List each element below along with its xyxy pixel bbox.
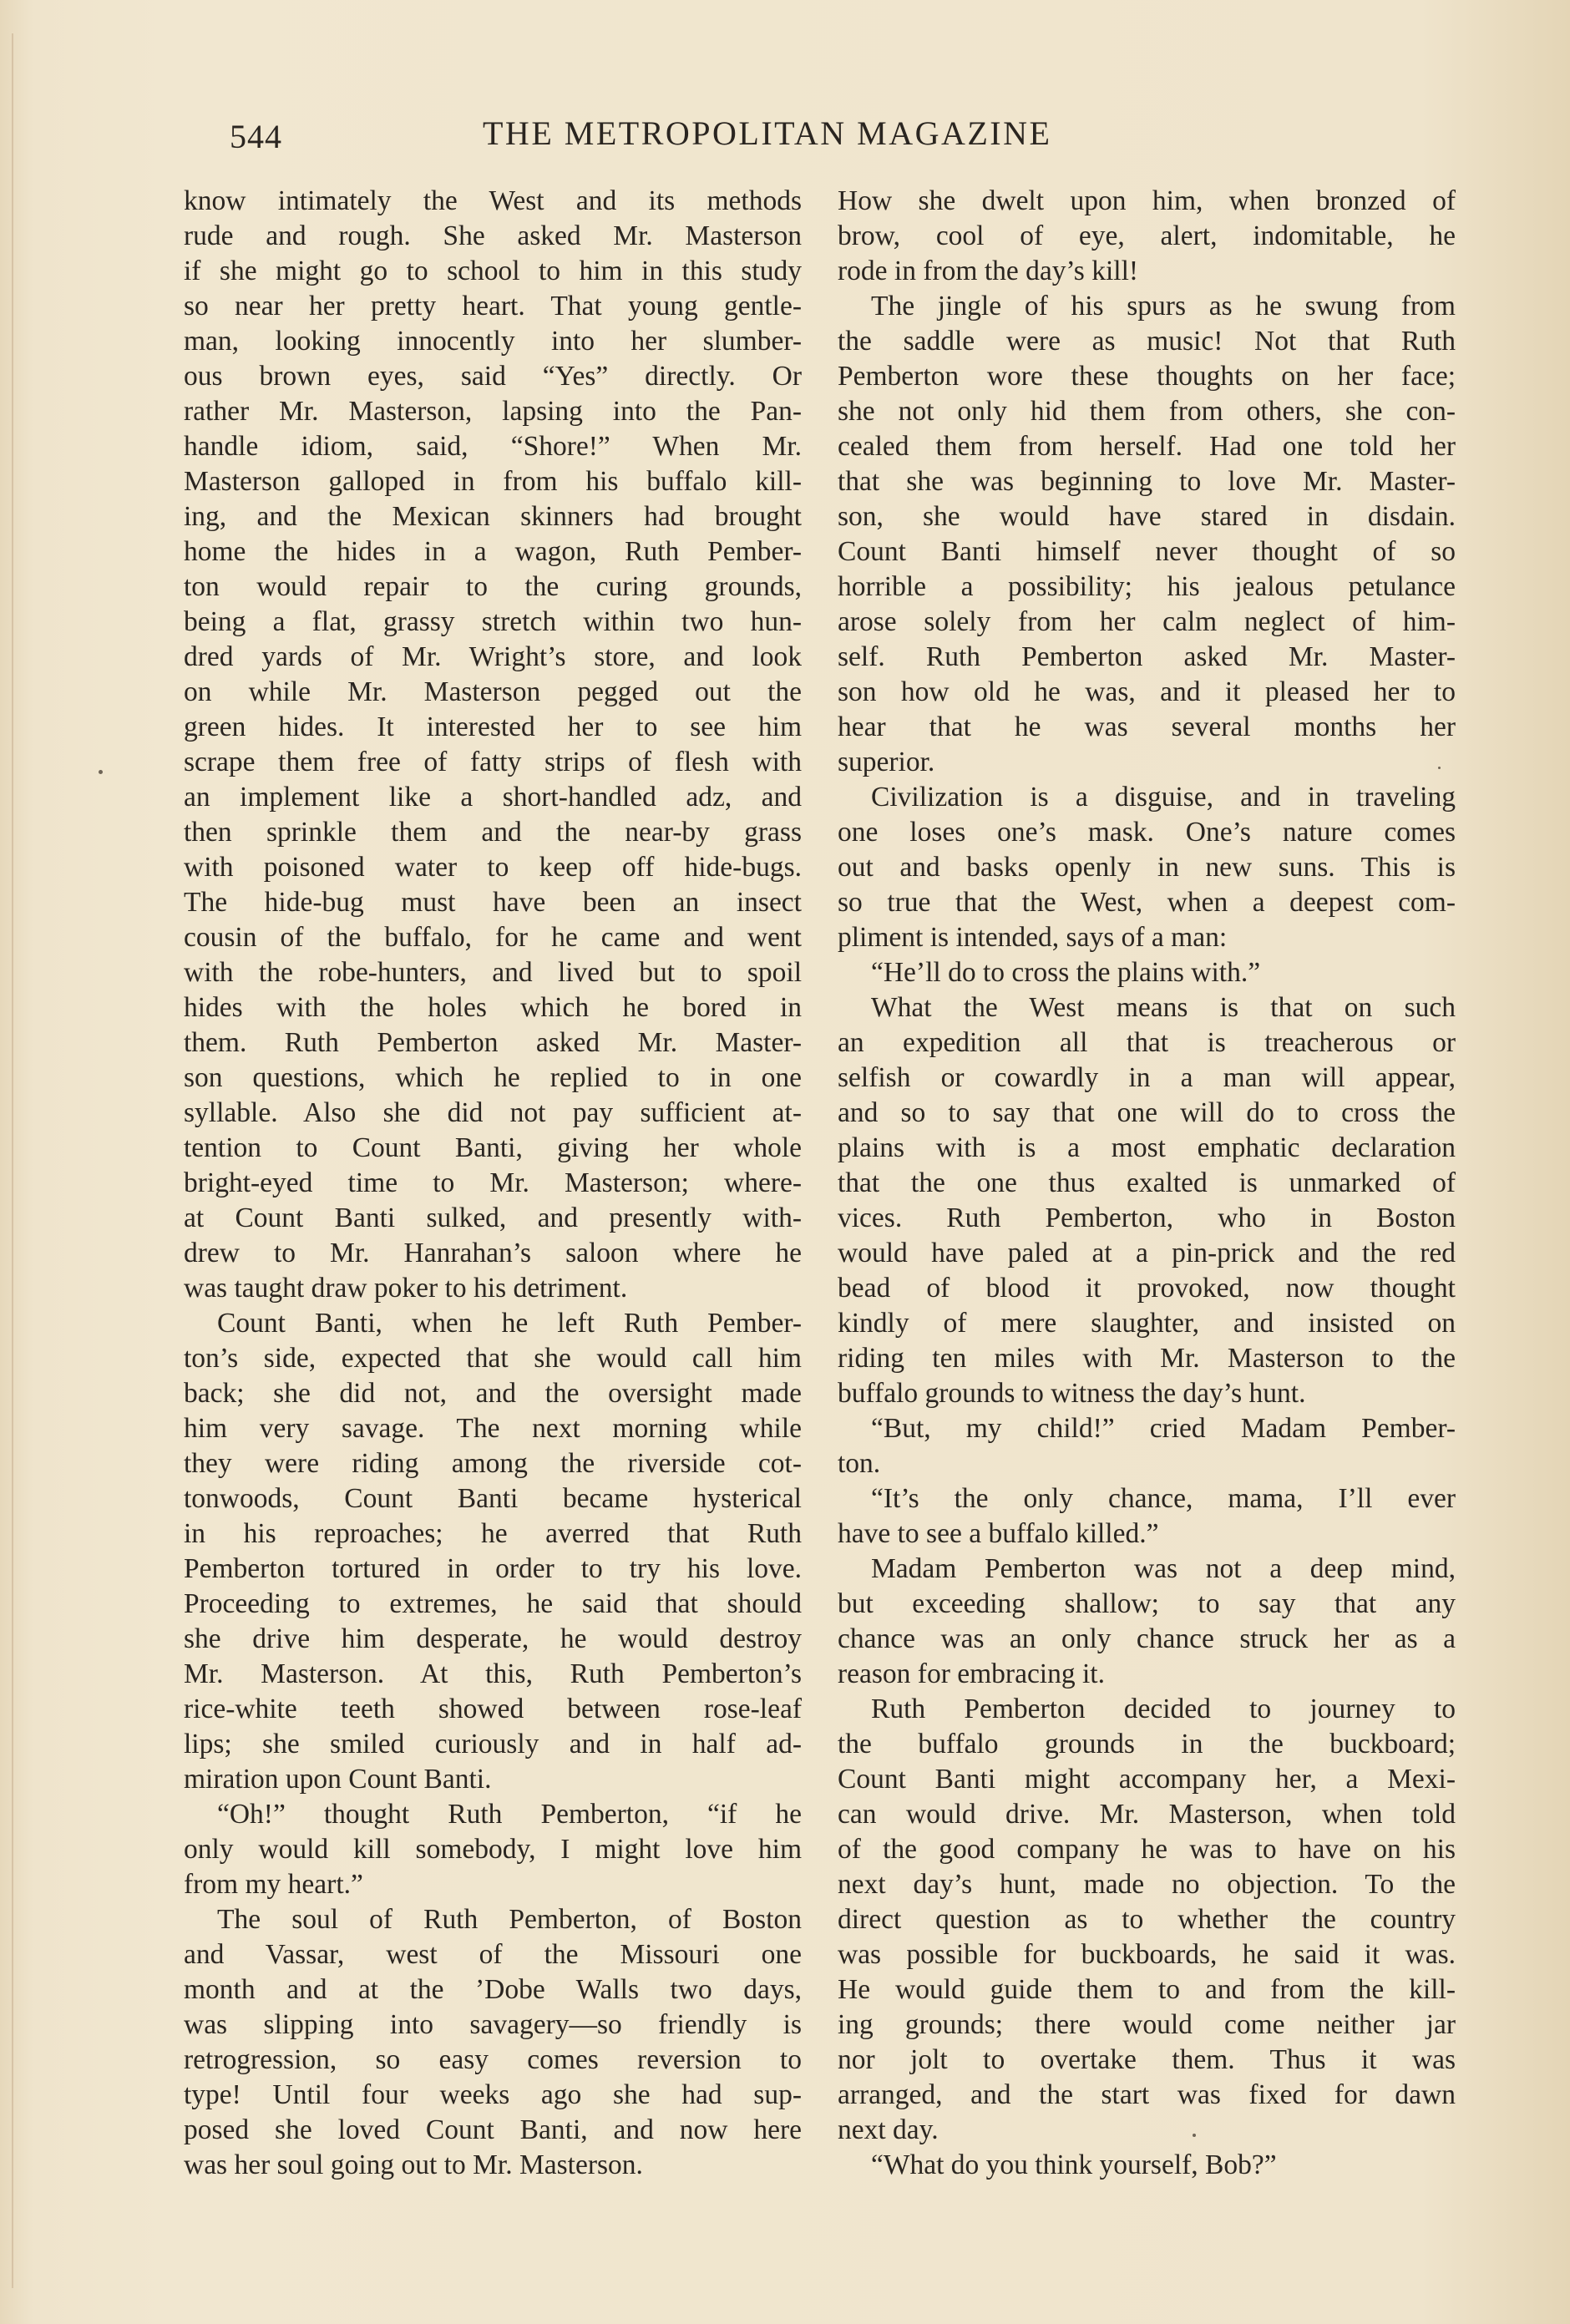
text-line: dred yards of Mr. Wright’s store, and look <box>184 641 802 672</box>
text-line: Pemberton wore these thoughts on her face; <box>838 361 1456 392</box>
text-line: self. Ruth Pemberton asked Mr. Master- <box>838 641 1456 672</box>
text-line: one loses one’s mask. One’s nature comes <box>838 817 1456 848</box>
text-line: would have paled at a pin-prick and the red <box>838 1238 1456 1268</box>
text-line: The hide-bug must have been an insect <box>184 887 802 918</box>
text-line: know intimately the West and its methods <box>184 185 802 216</box>
text-line: “What do you think yourself, Bob?” <box>871 2149 1277 2180</box>
text-line: Masterson galloped in from his buffalo kill- <box>184 466 802 497</box>
text-line: green hides. It interested her to see him <box>184 711 802 742</box>
text-line: they were riding among the riverside cot- <box>184 1448 802 1479</box>
text-line: ton. <box>838 1448 881 1479</box>
text-line: ous brown eyes, said “Yes” directly. Or <box>184 361 802 392</box>
text-line: son questions, which he replied to in one <box>184 1062 802 1093</box>
ink-speck <box>1193 2134 1196 2137</box>
text-line: brow, cool of eye, alert, indomitable, he <box>838 220 1456 251</box>
text-line: selfish or cowardly in a man will appear, <box>838 1062 1456 1093</box>
text-line: Mr. Masterson. At this, Ruth Pemberton’s <box>184 1658 802 1689</box>
text-line: Pemberton tortured in order to try his love. <box>184 1553 802 1584</box>
text-line: she drive him desperate, he would destroy <box>184 1623 802 1654</box>
text-line: on while Mr. Masterson pegged out the <box>184 676 802 707</box>
text-line: hear that he was several months her <box>838 711 1456 742</box>
text-line: plains with is a most emphatic declaration <box>838 1132 1456 1163</box>
text-line: hides with the holes which he bored in <box>184 992 802 1023</box>
text-line: Ruth Pemberton decided to journey to <box>871 1694 1456 1724</box>
text-line: was her soul going out to Mr. Masterson. <box>184 2149 643 2180</box>
page-edge-line <box>12 33 13 2288</box>
text-line: vices. Ruth Pemberton, who in Boston <box>838 1203 1456 1233</box>
text-line: chance was an only chance struck her as a <box>838 1623 1456 1654</box>
text-line: pliment is intended, says of a man: <box>838 922 1228 953</box>
text-line: handle idiom, said, “Shore!” When Mr. <box>184 431 802 462</box>
text-line: from my heart.” <box>184 1869 363 1900</box>
text-line: so true that the West, when a deepest com- <box>838 887 1456 918</box>
text-line: arose solely from her calm neglect of him- <box>838 606 1456 637</box>
text-line: the saddle were as music! Not that Ruth <box>838 326 1456 357</box>
text-line: “But, my child!” cried Madam Pember- <box>871 1413 1456 1444</box>
text-line: superior. <box>838 747 935 777</box>
text-line: Count Banti might accompany her, a Mexi- <box>838 1764 1456 1795</box>
text-line: horrible a possibility; his jealous petulance <box>838 571 1456 602</box>
page-header <box>0 109 1570 159</box>
text-line: Count Banti, when he left Ruth Pember- <box>217 1308 802 1339</box>
text-line: was possible for buckboards, he said it was. <box>838 1939 1456 1970</box>
text-line: rather Mr. Masterson, lapsing into the Pan- <box>184 396 802 427</box>
text-line: “He’ll do to cross the plains with.” <box>871 957 1261 988</box>
text-line: ton’s side, expected that she would call him <box>184 1343 802 1374</box>
text-line: ing, and the Mexican skinners had brought <box>184 501 802 532</box>
text-line: rude and rough. She asked Mr. Masterson <box>184 220 802 251</box>
text-line: them. Ruth Pemberton asked Mr. Master- <box>184 1027 802 1058</box>
text-line: and Vassar, west of the Missouri one <box>184 1939 802 1970</box>
text-line: ing grounds; there would come neither jar <box>838 2009 1456 2040</box>
text-line: What the West means is that on such <box>871 992 1456 1023</box>
text-line: only would kill somebody, I might love him <box>184 1834 802 1865</box>
text-line: miration upon Count Banti. <box>184 1764 492 1795</box>
text-line: back; she did not, and the oversight made <box>184 1378 802 1409</box>
text-line: nor jolt to overtake them. Thus it was <box>838 2044 1456 2075</box>
text-line: posed she loved Count Banti, and now here <box>184 2114 802 2145</box>
page-number: 544 <box>230 118 282 155</box>
left-column <box>184 184 802 2183</box>
text-line: rode in from the day’s kill! <box>838 256 1139 286</box>
text-line: direct question as to whether the country <box>838 1904 1456 1935</box>
text-line: The jingle of his spurs as he swung from <box>871 291 1456 322</box>
text-line: being a flat, grassy stretch within two hun- <box>184 606 802 637</box>
text-line: bright-eyed time to Mr. Masterson; where- <box>184 1167 802 1198</box>
text-line: cealed them from herself. Had one told her <box>838 431 1456 462</box>
text-line: so near her pretty heart. That young gentle- <box>184 291 802 322</box>
text-line: with the robe-hunters, and lived but to spoil <box>184 957 802 988</box>
text-line: that she was beginning to love Mr. Master- <box>838 466 1456 497</box>
text-line: Count Banti himself never thought of so <box>838 536 1456 567</box>
text-line: him very savage. The next morning while <box>184 1413 802 1444</box>
text-line: The soul of Ruth Pemberton, of Boston <box>217 1904 802 1935</box>
text-line: arranged, and the start was fixed for dawn <box>838 2079 1456 2110</box>
text-line: month and at the ’Dobe Walls two days, <box>184 1974 802 2005</box>
text-line: an expedition all that is treacherous or <box>838 1027 1456 1058</box>
text-line: buffalo grounds to witness the day’s hunt. <box>838 1378 1306 1409</box>
text-line: can would drive. Mr. Masterson, when told <box>838 1799 1456 1830</box>
text-line: retrogression, so easy comes reversion to <box>184 2044 802 2075</box>
text-line: tonwoods, Count Banti became hysterical <box>184 1483 802 1514</box>
ink-speck <box>1438 767 1441 769</box>
text-line: syllable. Also she did not pay sufficient at- <box>184 1097 802 1128</box>
text-line: but exceeding shallow; to say that any <box>838 1588 1456 1619</box>
text-line: kindly of mere slaughter, and insisted on <box>838 1308 1456 1339</box>
text-line: and so to say that one will do to cross the <box>838 1097 1456 1128</box>
text-line: then sprinkle them and the near-by grass <box>184 817 802 848</box>
text-line: Madam Pemberton was not a deep mind, <box>871 1553 1456 1584</box>
text-line: Proceeding to extremes, he said that should <box>184 1588 802 1619</box>
text-line: with poisoned water to keep off hide-bugs. <box>184 852 802 883</box>
magazine-title: THE METROPOLITAN MAGAZINE <box>483 114 1052 152</box>
text-line: man, looking innocently into her slumber- <box>184 326 802 357</box>
text-line: next day’s hunt, made no objection. To the <box>838 1869 1456 1900</box>
text-line: that the one thus exalted is unmarked of <box>838 1167 1456 1198</box>
text-line: next day. <box>838 2114 939 2145</box>
text-line: the buffalo grounds in the buckboard; <box>838 1729 1456 1759</box>
text-line: she not only hid them from others, she con- <box>838 396 1456 427</box>
text-line: scrape them free of fatty strips of flesh with <box>184 747 802 777</box>
text-line: was taught draw poker to his detriment. <box>184 1273 628 1304</box>
text-line: “Oh!” thought Ruth Pemberton, “if he <box>217 1799 802 1830</box>
text-line: tention to Count Banti, giving her whole <box>184 1132 802 1163</box>
text-line: son how old he was, and it pleased her to <box>838 676 1456 707</box>
text-line: ton would repair to the curing grounds, <box>184 571 802 602</box>
text-line: cousin of the buffalo, for he came and went <box>184 922 802 953</box>
text-line: reason for embracing it. <box>838 1658 1105 1689</box>
text-line: in his reproaches; he averred that Ruth <box>184 1518 802 1549</box>
text-line: riding ten miles with Mr. Masterson to the <box>838 1343 1456 1374</box>
text-line: if she might go to school to him in this study <box>184 256 802 286</box>
right-column <box>838 184 1456 2183</box>
text-line: out and basks openly in new suns. This is <box>838 852 1456 883</box>
text-line: How she dwelt upon him, when bronzed of <box>838 185 1456 216</box>
ink-speck <box>99 770 103 774</box>
text-line: bead of blood it provoked, now thought <box>838 1273 1456 1304</box>
text-line: have to see a buffalo killed.” <box>838 1518 1159 1549</box>
text-line: He would guide them to and from the kill- <box>838 1974 1456 2005</box>
text-line: drew to Mr. Hanrahan’s saloon where he <box>184 1238 802 1268</box>
text-line: at Count Banti sulked, and presently with- <box>184 1203 802 1233</box>
text-line: of the good company he was to have on his <box>838 1834 1456 1865</box>
text-line: “It’s the only chance, mama, I’ll ever <box>871 1483 1456 1514</box>
text-line: an implement like a short-handled adz, and <box>184 782 802 813</box>
text-line: was slipping into savagery—so friendly is <box>184 2009 802 2040</box>
text-line: Civilization is a disguise, and in traveling <box>871 782 1456 813</box>
text-line: lips; she smiled curiously and in half ad- <box>184 1729 802 1759</box>
text-line: type! Until four weeks ago she had sup- <box>184 2079 802 2110</box>
text-line: rice-white teeth showed between rose-leaf <box>184 1694 802 1724</box>
text-line: son, she would have stared in disdain. <box>838 501 1456 532</box>
text-line: home the hides in a wagon, Ruth Pember- <box>184 536 802 567</box>
